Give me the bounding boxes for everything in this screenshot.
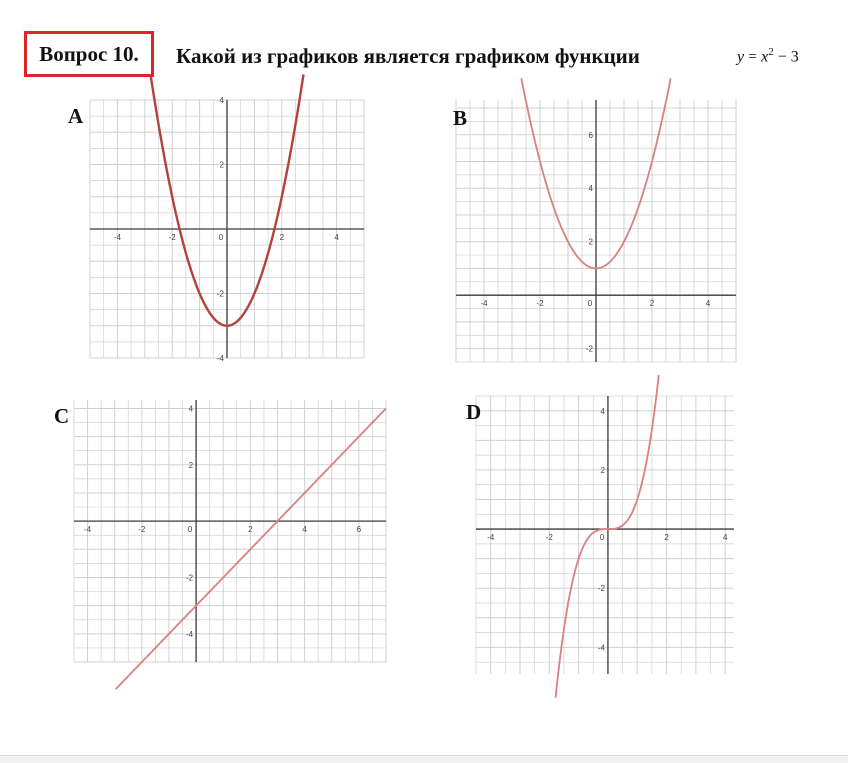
graph-c[interactable] [74,400,386,662]
graph-b-xtick-3: 2 [649,299,655,309]
graph-c-xtick-1: -2 [138,525,146,535]
formula-exponent: 2 [768,46,774,58]
graph-b-ytick-1: 2 [588,237,593,247]
graph-c-xtick-3: 2 [248,525,253,535]
graph-c-ytick-0: -4 [185,629,194,639]
graph-c-xtick-4: 4 [302,525,307,535]
graph-b-letter: B [453,106,468,130]
graph-a-ytick-3: 4 [219,96,224,105]
graph-c-ytick-2: 2 [188,460,194,470]
graph-d-grid [476,396,734,674]
graph-c-xtick-2: 0 [187,525,193,535]
formula-rest: − 3 [773,48,799,66]
graph-b-xtick-4: 4 [705,299,711,309]
graph-d-ytick-3: 4 [600,406,605,416]
graph-d-xtick-1: -2 [545,533,553,543]
graph-b[interactable] [456,100,736,362]
bottom-divider [0,755,848,763]
graph-a-xtick-1: -2 [168,233,176,242]
graph-a-xtick-4: 4 [334,233,339,242]
graph-a-ytick-0: -4 [216,354,224,363]
graph-a-xtick-2: 0 [218,233,224,242]
graph-a-xtick-0: -4 [113,233,121,242]
graph-a-ytick-1: -2 [216,289,224,299]
graph-c-ytick-3: 4 [188,404,194,414]
graph-d-xtick-0: -4 [487,533,495,543]
formula-y: y [737,48,745,66]
question-formula [737,46,799,66]
graph-a-letter: A [68,104,84,128]
graph-b-xtick-0: -4 [480,299,488,309]
question-number-badge: Вопрос 10. [24,31,154,77]
graph-d-xtick-4: 4 [722,533,728,543]
formula-equals: = [744,48,762,66]
graph-d-letter: D [466,400,482,424]
graph-d-curve [556,375,659,698]
graph-c-xtick-0: -4 [84,525,92,535]
formula-x: x [761,48,769,66]
graph-b-ytick-2: 4 [588,184,593,194]
graph-b-ytick-3: 6 [588,130,593,140]
graph-b-xtick-1: -2 [536,299,544,309]
graph-d[interactable] [476,396,734,674]
graph-d-xtick-3: 2 [664,533,669,543]
graph-d-xtick-2: 0 [599,533,605,543]
graph-d-ytick-0: -4 [597,643,605,653]
question-text: Какой из графиков является графиком функции [176,44,640,68]
graph-c-letter: C [54,404,70,428]
graph-d-ytick-2: 2 [600,465,605,475]
graph-c-grid [74,400,386,662]
graph-a[interactable] [90,96,364,363]
graph-b-ytick-0: -2 [585,344,593,354]
graph-a-ytick-2: 2 [219,160,224,170]
graph-d-ytick-1: -2 [597,584,605,594]
graph-c-ytick-1: -2 [185,573,194,583]
graph-c-xtick-5: 6 [356,525,362,535]
graph-a-xtick-3: 2 [279,233,285,242]
graph-b-xtick-2: 0 [587,299,593,309]
